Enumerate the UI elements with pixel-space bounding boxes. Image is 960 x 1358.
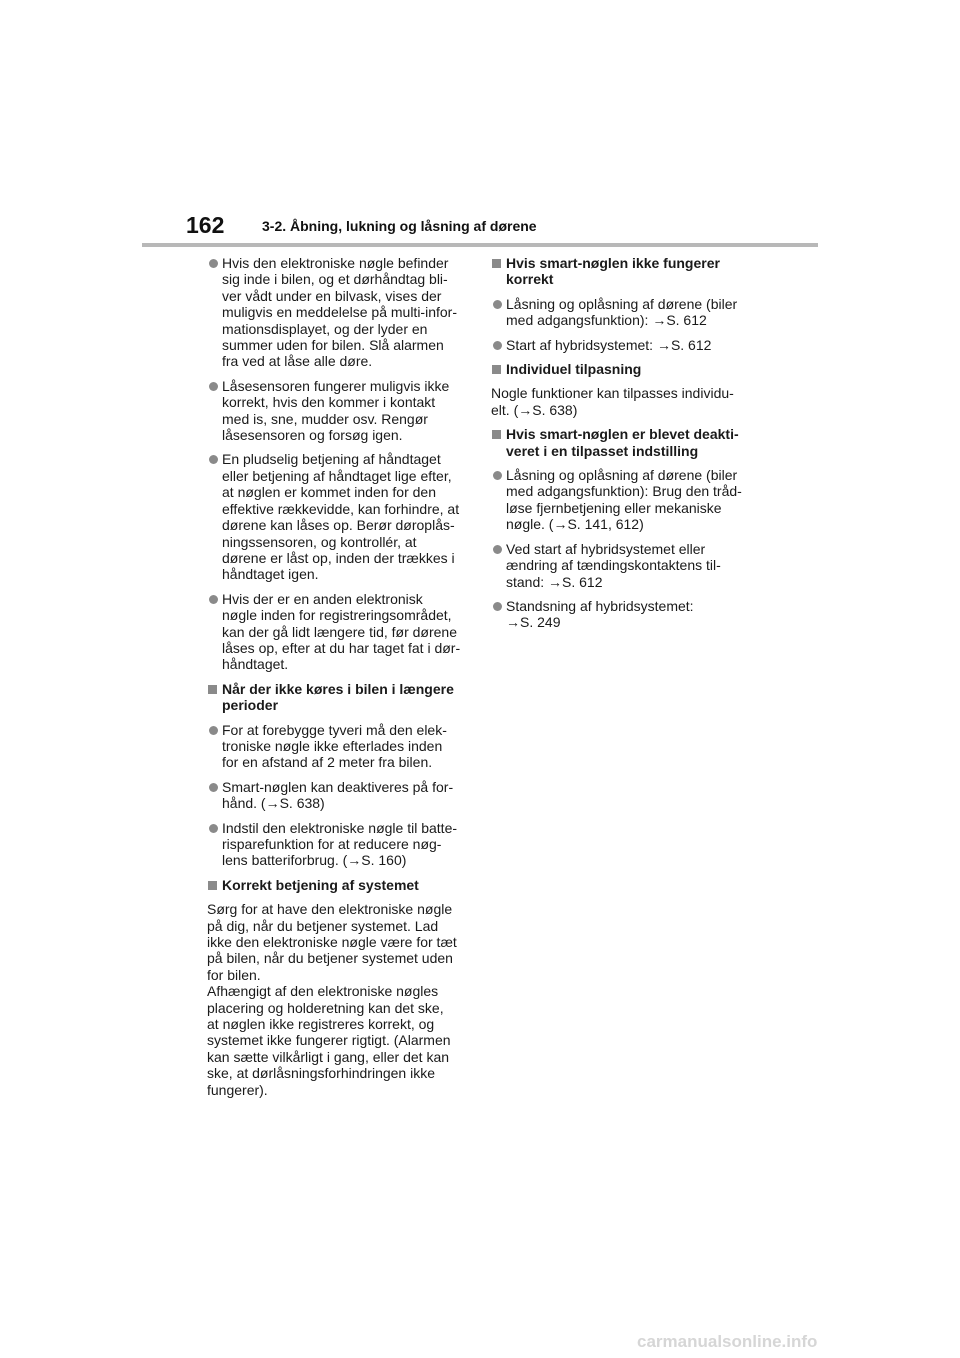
text-line: ske, at dørlåsningsforhindringen ikke [207, 1065, 436, 1082]
paragraph [491, 385, 761, 418]
watermark-text: carmanualsonline.info [637, 1332, 818, 1351]
text-line: håndtaget igen. [222, 566, 319, 583]
text-line: risparefunktion for at reducere nøg- [222, 836, 442, 852]
section-heading [491, 361, 761, 377]
text-line: låsesensoren og forsøg igen. [222, 427, 403, 444]
section-title: 3-2. Åbning, lukning og låsning af dørene [262, 218, 537, 234]
text-line: elt. (→S. 638) [491, 401, 578, 418]
text-line: lens batteriforbrug. (→S. 160) [222, 852, 407, 869]
left-column [207, 255, 475, 1106]
bullet-item [491, 541, 761, 590]
bullet-item [491, 296, 761, 329]
text-line: med adgangsfunktion): Brug den tråd- [506, 483, 742, 500]
text-line: Hvis der er en anden elektronisk [222, 590, 423, 607]
section-heading [207, 681, 475, 714]
text-line: at nøglen ikke registreres korrekt, og [207, 1016, 435, 1033]
text-line: En pludselig betjening af håndtaget [222, 451, 441, 468]
text-line: Hvis smart-nøglen er blevet deakti- [506, 426, 739, 443]
text-line: effektive rækkevidde, kan forhindre, at [222, 500, 460, 517]
text-line: dørene kan låses op. Berør døroplås- [222, 517, 455, 534]
text-line: perioder [222, 697, 279, 714]
text-line: låses op, efter at du har taget fat i dør- [222, 639, 461, 656]
text-line: Sørg for at have den elektroniske nøgle [207, 901, 453, 918]
text-line: mationsdisplayet, og der lyder en [222, 320, 428, 337]
text-line: fungerer). [207, 1081, 268, 1098]
text-line: systemet ikke fungerer rigtigt. (Alarmen [207, 1032, 451, 1049]
text-line: Hvis smart-nøglen ikke fungerer [506, 255, 720, 271]
text-line: at nøglen er kommet inden for den [222, 484, 437, 501]
text-line: hånd. (→S. 638) [222, 795, 325, 812]
text-line: Smart-nøglen kan deaktiveres på for- [222, 778, 454, 795]
text-line: dørene er låst op, inden der trækkes i [222, 549, 455, 566]
bullet-item [491, 598, 761, 631]
text-line: Nogle funktioner kan tilpasses individu- [491, 385, 734, 402]
text-line: for en afstand af 2 meter fra bilen. [222, 754, 433, 771]
header-rule [142, 243, 818, 247]
text-line: muligvis en meddelelse på multi-infor- [222, 304, 457, 321]
text-line: Standsning af hybridsystemet: [506, 597, 694, 614]
text-line: på bilen, når du betjener systemet uden [207, 950, 453, 967]
text-line: nøgle inden for registreringsområdet, [222, 607, 452, 624]
text-line: løse fjernbetjening eller mekaniske [506, 499, 722, 516]
text-line: stand: →S. 612 [506, 573, 603, 590]
page-number: 162 [186, 212, 225, 238]
bullet-item [207, 255, 475, 370]
text-line: For at forebygge tyveri må den elek- [222, 721, 447, 738]
bullet-item [207, 591, 475, 673]
section-heading [491, 426, 761, 459]
bullet-item [207, 722, 475, 771]
bullet-item [491, 337, 761, 353]
text-line: Låsning og oplåsning af dørene (biler [506, 467, 738, 484]
text-line: for bilen. [207, 966, 261, 983]
bullet-item [207, 378, 475, 444]
text-line: Når der ikke køres i bilen i længere [222, 680, 454, 697]
text-line: Korrekt betjening af systemet [222, 876, 419, 893]
text-line: Hvis den elektroniske nøgle befinder [222, 255, 449, 271]
text-line: placering og holderetning kan det ske, [207, 999, 444, 1016]
bullet-item [207, 820, 475, 869]
text-line: Afhængigt af den elektroniske nøgles [207, 983, 439, 1000]
text-line: kan sætte vilkårligt i gang, eller det kan [207, 1048, 450, 1065]
text-line: Indstil den elektroniske nøgle til batte- [222, 819, 458, 836]
section-heading [491, 255, 761, 288]
text-line: håndtaget. [222, 656, 289, 673]
bullet-item [207, 779, 475, 812]
text-line: Individuel tilpasning [506, 361, 642, 378]
text-line: på dig, når du betjener systemet. Lad [207, 917, 439, 934]
text-line: eller betjening af håndtaget lige efter, [222, 467, 452, 484]
text-line: troniske nøgle ikke efterlades inden [222, 737, 443, 754]
section-heading [207, 877, 475, 893]
text-line: med is, sne, mudder osv. Rengør [222, 410, 428, 427]
text-line: ikke den elektroniske nøgle være for tæt [207, 934, 457, 951]
text-line: veret i en tilpasset indstilling [506, 442, 699, 459]
bullet-item [491, 467, 761, 533]
text-line: fra ved at låse alle døre. [222, 353, 373, 370]
text-line: →S. 249 [506, 614, 561, 631]
text-line: kan der gå lidt længere tid, før dørene [222, 623, 458, 640]
text-line: korrekt, hvis den kommer i kontakt [222, 394, 436, 411]
text-line: ændring af tændingskontaktens til- [506, 557, 721, 574]
text-line: nøgle. (→S. 141, 612) [506, 516, 644, 533]
text-line: ningssensoren, og kontrollér, at [222, 533, 417, 550]
text-line: ver vådt under en bilvask, vises der [222, 287, 442, 304]
text-line: Låsesensoren fungerer muligvis ikke [222, 377, 450, 394]
text-line: summer uden for bilen. Slå alarmen [222, 337, 444, 354]
paragraph [207, 901, 475, 1098]
bullet-item [207, 451, 475, 582]
text-line: korrekt [506, 271, 554, 288]
text-line: med adgangsfunktion): →S. 612 [506, 312, 707, 329]
text-line: Låsning og oplåsning af dørene (biler [506, 295, 738, 312]
text-line: Ved start af hybridsystemet eller [506, 540, 706, 557]
text-line: sig inde i bilen, og et dørhåndtag bli- [222, 271, 448, 288]
right-column [491, 255, 761, 639]
text-line: Start af hybridsystemet: →S. 612 [506, 336, 712, 353]
